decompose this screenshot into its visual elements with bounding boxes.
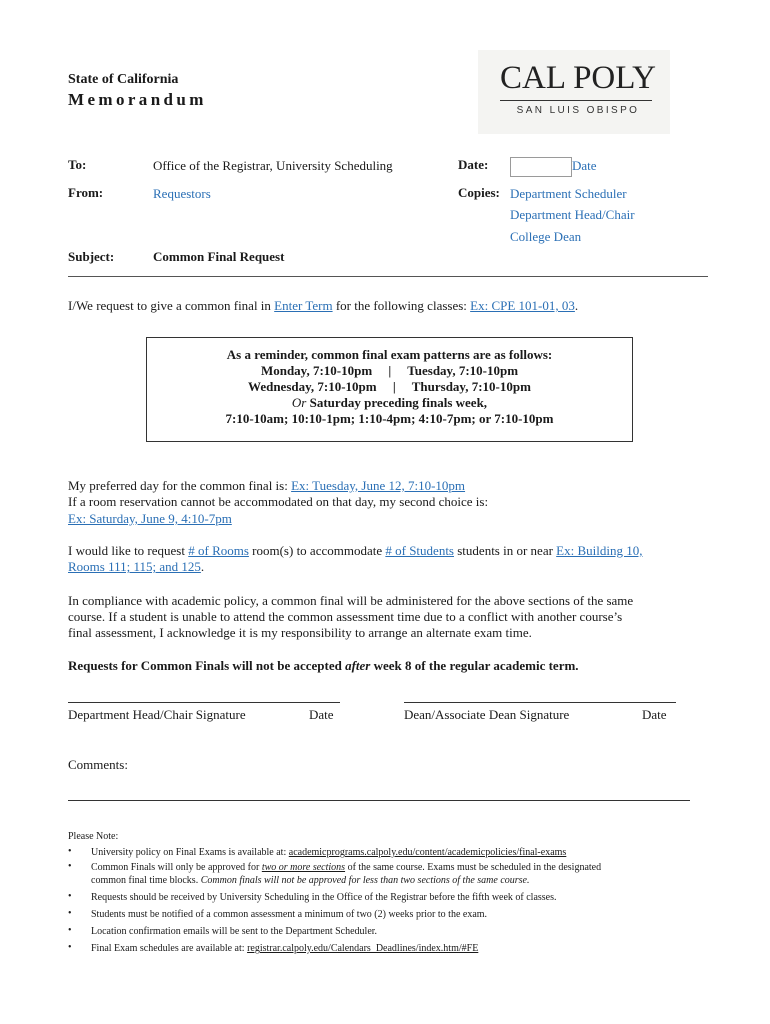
preferred-prefix: My preferred day for the common final is:: [68, 478, 288, 493]
reminder-saturday: [147, 395, 632, 411]
rooms-line: [68, 542, 642, 559]
bullet-1: •: [68, 846, 72, 857]
note-2-emphasis: two or more sections: [261, 862, 346, 873]
subject-label: Subject:: [68, 249, 115, 264]
rooms-prefix: I would like to request: [68, 543, 185, 558]
bullet-6: •: [68, 942, 72, 953]
copies-item-department-head[interactable]: Department Head/Chair: [510, 207, 635, 222]
reminder-or: Or: [291, 395, 307, 410]
note-2-suffix: of the same course. Exams must be scheduled in the designated: [345, 862, 602, 873]
reminder-saturday-times: 7:10-10am; 10:10-1pm; 1:10-4pm; 4:10-7pm; or 7:10-10pm: [225, 411, 554, 426]
note-2-line2a: common final time blocks.: [91, 875, 201, 886]
second-choice-field[interactable]: Ex: Saturday, June 9, 4:10-7pm: [68, 511, 232, 526]
rooms-count-field[interactable]: # of Rooms: [188, 543, 249, 558]
dean-date-label: Date: [642, 707, 667, 722]
dean-signature-label: Dean/Associate Dean Signature: [404, 707, 570, 722]
deadline-suffix: week 8 of the regular academic term.: [370, 658, 579, 673]
deadline-notice: [68, 657, 579, 674]
note-fifth-week: Requests should be received by University Scheduling in the Office of the Registrar before the fifth week of classes.: [91, 892, 557, 903]
policy-line-1: In compliance with academic policy, a common final will be administered for the above sections of the same: [68, 593, 634, 608]
bullet-3: •: [68, 891, 72, 902]
dept-head-signature-line[interactable]: [68, 702, 340, 703]
note-2-line2b: Common finals will not be approved for less than two sections of the same course.: [200, 875, 530, 886]
bullet-5: •: [68, 925, 72, 936]
policy-line-3: final assessment, I acknowledge it is my responsibility to arrange an alternate exam time.: [68, 625, 532, 640]
building-field[interactable]: Ex: Building 10,: [556, 543, 643, 558]
dean-signature-line[interactable]: [404, 702, 676, 703]
date-placeholder[interactable]: Date: [572, 158, 597, 173]
deadline-prefix: Requests for Common Finals will not be accepted: [68, 658, 346, 673]
rooms-after: students in or near: [457, 543, 553, 558]
request-middle: for the following classes:: [335, 298, 467, 313]
copies-item-college-dean[interactable]: College Dean: [510, 229, 582, 244]
from-field[interactable]: Requestors: [153, 186, 211, 201]
students-count-field[interactable]: # of Students: [385, 543, 454, 558]
reminder-intro: As a reminder, common final exam patterns are as follows:: [226, 347, 553, 362]
note-two-weeks-notice: Students must be notified of a common assessment a minimum of two (2) weeks prior to the exam.: [91, 909, 488, 920]
note-final-exam-schedules: [91, 942, 681, 955]
note-two-or-more-sections: [91, 861, 681, 887]
copies-label: Copies:: [458, 185, 500, 200]
deadline-emphasis: after: [345, 658, 371, 673]
final-exam-schedules-link[interactable]: registrar.calpoly.edu/Calendars_Deadlines/index.htm/#FE: [247, 943, 479, 954]
bullet-4: •: [68, 908, 72, 919]
comments-line[interactable]: [68, 800, 690, 801]
note-1-text: University policy on Final Exams is available at:: [91, 847, 289, 858]
note-location-confirmation: Location confirmation emails will be sent to the Department Scheduler.: [91, 926, 378, 937]
comments-label: Comments:: [68, 757, 128, 772]
request-end: .: [574, 298, 579, 313]
second-choice-prefix: If a room reservation cannot be accommodated on that day, my second choice is:: [68, 494, 489, 509]
header-divider: [68, 276, 708, 277]
rooms-middle: room(s) to accommodate: [252, 543, 383, 558]
dept-head-date-label: Date: [309, 707, 334, 722]
rooms-line-2: [68, 558, 204, 575]
preferred-line: [68, 477, 465, 494]
request-line: [68, 297, 578, 314]
building-field-continued[interactable]: Rooms 111; 115; and 125: [68, 559, 201, 574]
classes-field[interactable]: Ex: CPE 101-01, 03: [470, 298, 575, 313]
rooms-end: .: [200, 559, 205, 574]
cal-poly-logo: [478, 50, 670, 134]
from-label: From:: [68, 185, 104, 200]
reminder-wed-thu: Wednesday, 7:10-10pm | Thursday, 7:10-10pm: [248, 379, 531, 394]
note-6-text: Final Exam schedules are available at:: [91, 943, 248, 954]
bullet-2: •: [68, 861, 72, 872]
dept-head-signature-label: Department Head/Chair Signature: [68, 707, 246, 722]
notes-title: Please Note:: [68, 831, 119, 842]
to-label: To:: [68, 157, 87, 172]
request-prefix: I/We request to give a common final in: [68, 298, 271, 313]
to-value: Office of the Registrar, University Scheduling: [153, 158, 393, 173]
state-heading: State of California: [68, 72, 179, 87]
note-2-prefix: Common Finals will only be approved for: [91, 862, 262, 873]
term-field[interactable]: Enter Term: [274, 298, 333, 313]
preferred-day-field[interactable]: Ex: Tuesday, June 12, 7:10-10pm: [291, 478, 466, 493]
reminder-mon-tue: Monday, 7:10-10pm | Tuesday, 7:10-10pm: [260, 363, 519, 378]
date-input[interactable]: [510, 157, 572, 177]
policy-line-2: course. If a student is unable to attend the common assessment time due to a conflict with another course’s: [68, 609, 623, 624]
reminder-box: [146, 337, 633, 442]
reminder-saturday-text: Saturday preceding finals week,: [306, 395, 488, 410]
copies-item-department-scheduler[interactable]: Department Scheduler: [510, 186, 627, 201]
memo-title: Memorandum: [68, 90, 207, 109]
logo-divider: [500, 100, 652, 101]
logo-subtitle: SAN LUIS OBISPO: [516, 105, 640, 116]
logo-wordmark: CAL POLY: [500, 60, 656, 96]
note-final-exam-policy: [91, 846, 681, 859]
subject-value: Common Final Request: [153, 249, 285, 264]
date-label: Date:: [458, 157, 489, 172]
final-exams-policy-link[interactable]: academicprograms.calpoly.edu/content/academicpolicies/final-exams: [288, 847, 567, 858]
